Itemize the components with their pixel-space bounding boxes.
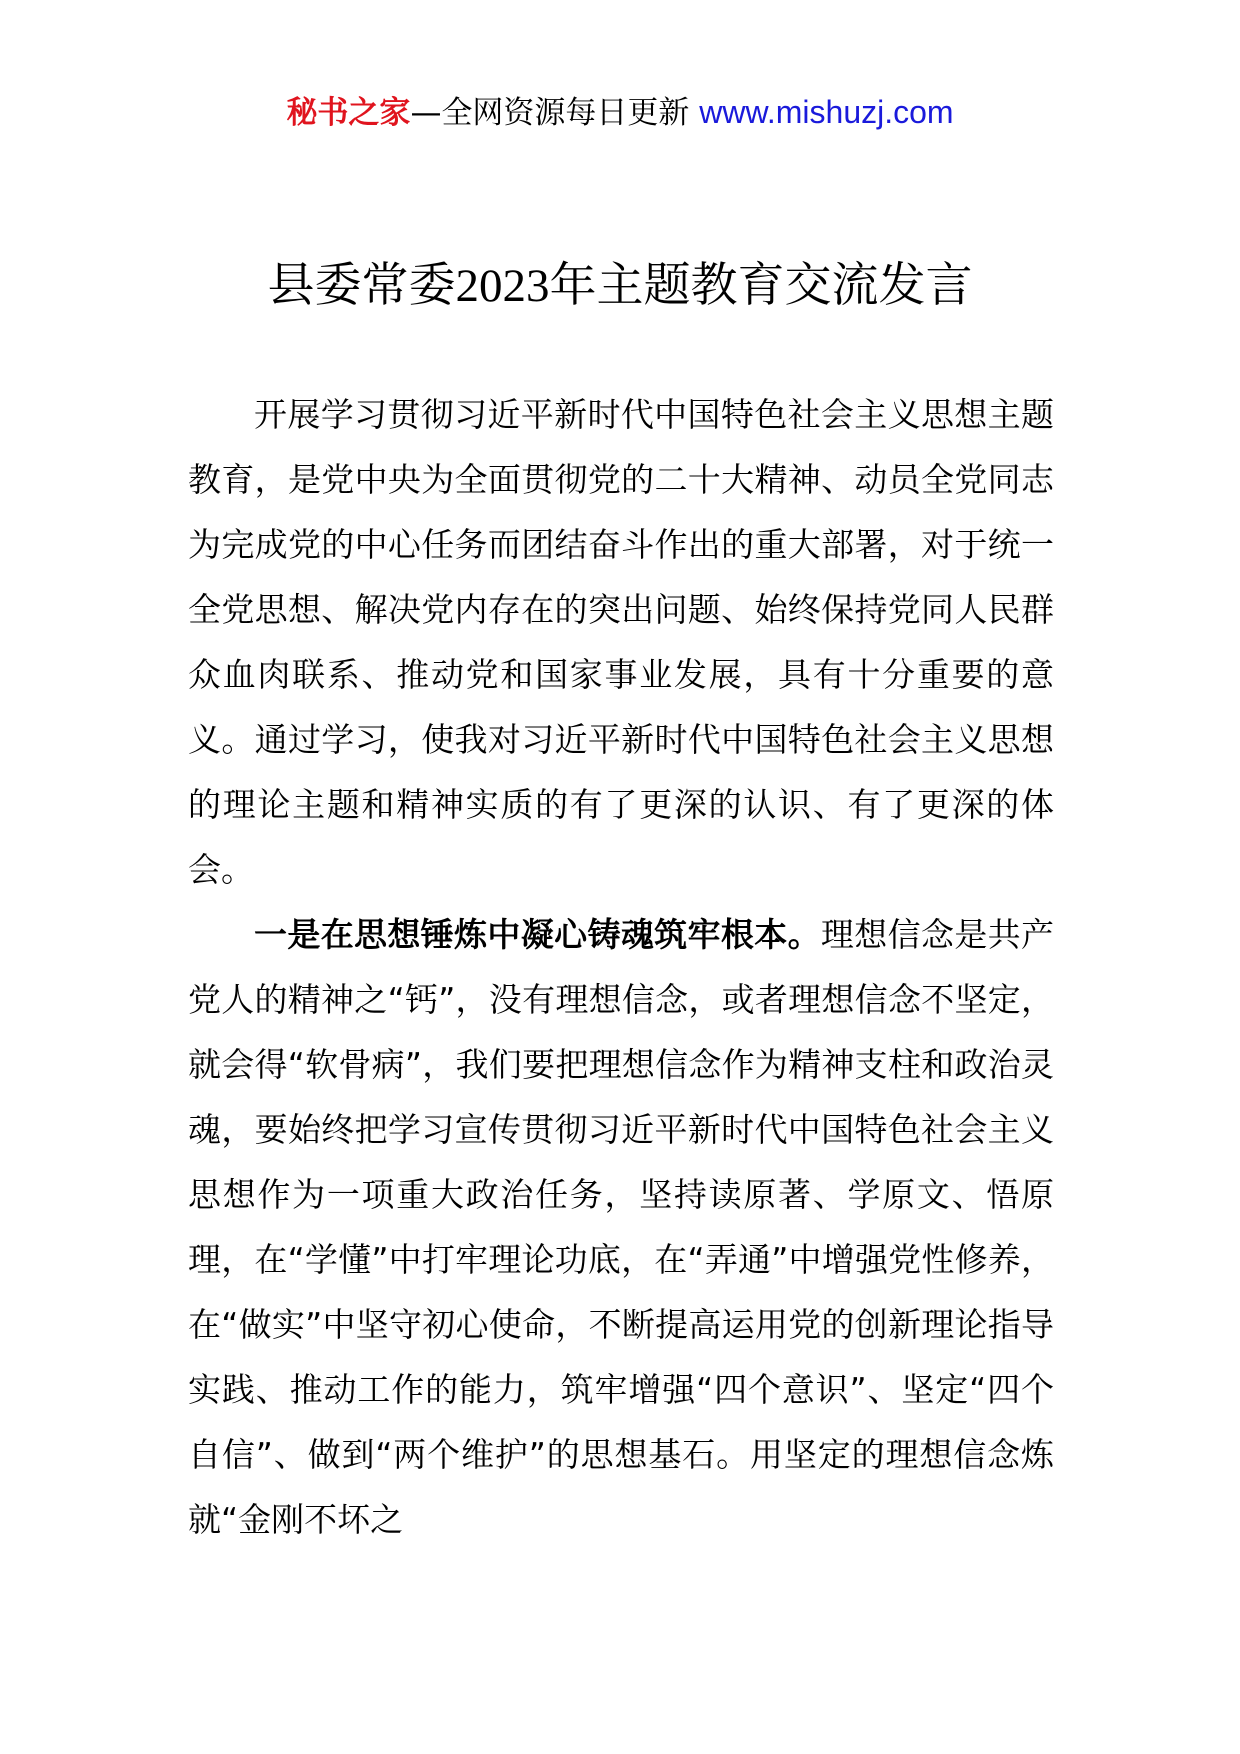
title-suffix: 年主题教育交流发言 <box>549 258 973 313</box>
site-header <box>0 92 1240 133</box>
brand-name: 秘书之家 <box>286 95 411 131</box>
title-year: 2023 <box>455 260 550 312</box>
document-title <box>0 256 1240 316</box>
paragraph-point-one <box>188 902 1054 1552</box>
paragraph-text: 理想信念是共产党人的精神之“钙”，没有理想信念，或者理想信念不坚定，就会得“软骨病”，我们要把理想信念作为精神支柱和政治灵魂，要始终把学习宣传贯彻习近平新时代中国特色社会主义思想作为一项重大政治任务，坚持读原著、学原文、悟原理，在“学懂”中打牢理论功底，在“弄通”中增强党性修养，在“做实”中坚守初心使命，不断提高运用党的创新理论指导实践、推动工作的能力，筑牢增强“四个意识”、坚定“四个自信”、做到“两个维护”的思想基石。用坚定的理想信念炼就“金刚不坏之 <box>188 915 1055 1539</box>
site-url-link[interactable]: www.mishuzj.com <box>699 94 954 130</box>
site-slogan: —全网资源每日更新 <box>410 95 690 131</box>
document-body <box>188 382 1054 1552</box>
paragraph-text: 开展学习贯彻习近平新时代中国特色社会主义思想主题教育，是党中央为全面贯彻党的二十大精神、动员全党同志为完成党的中心任务而团结奋斗作出的重大部署，对于统一全党思想、解决党内存在的突出问题、始终保持党同人民群众血肉联系、推动党和国家事业发展，具有十分重要的意义。通过学习，使我对习近平新时代中国特色社会主义思想的理论主题和精神实质的有了更深的认识、有了更深的体会。 <box>188 395 1054 889</box>
paragraph-intro <box>188 382 1054 902</box>
paragraph-lead: 一是在思想锤炼中凝心铸魂筑牢根本。 <box>254 915 821 954</box>
title-prefix: 县委常委 <box>267 258 456 313</box>
